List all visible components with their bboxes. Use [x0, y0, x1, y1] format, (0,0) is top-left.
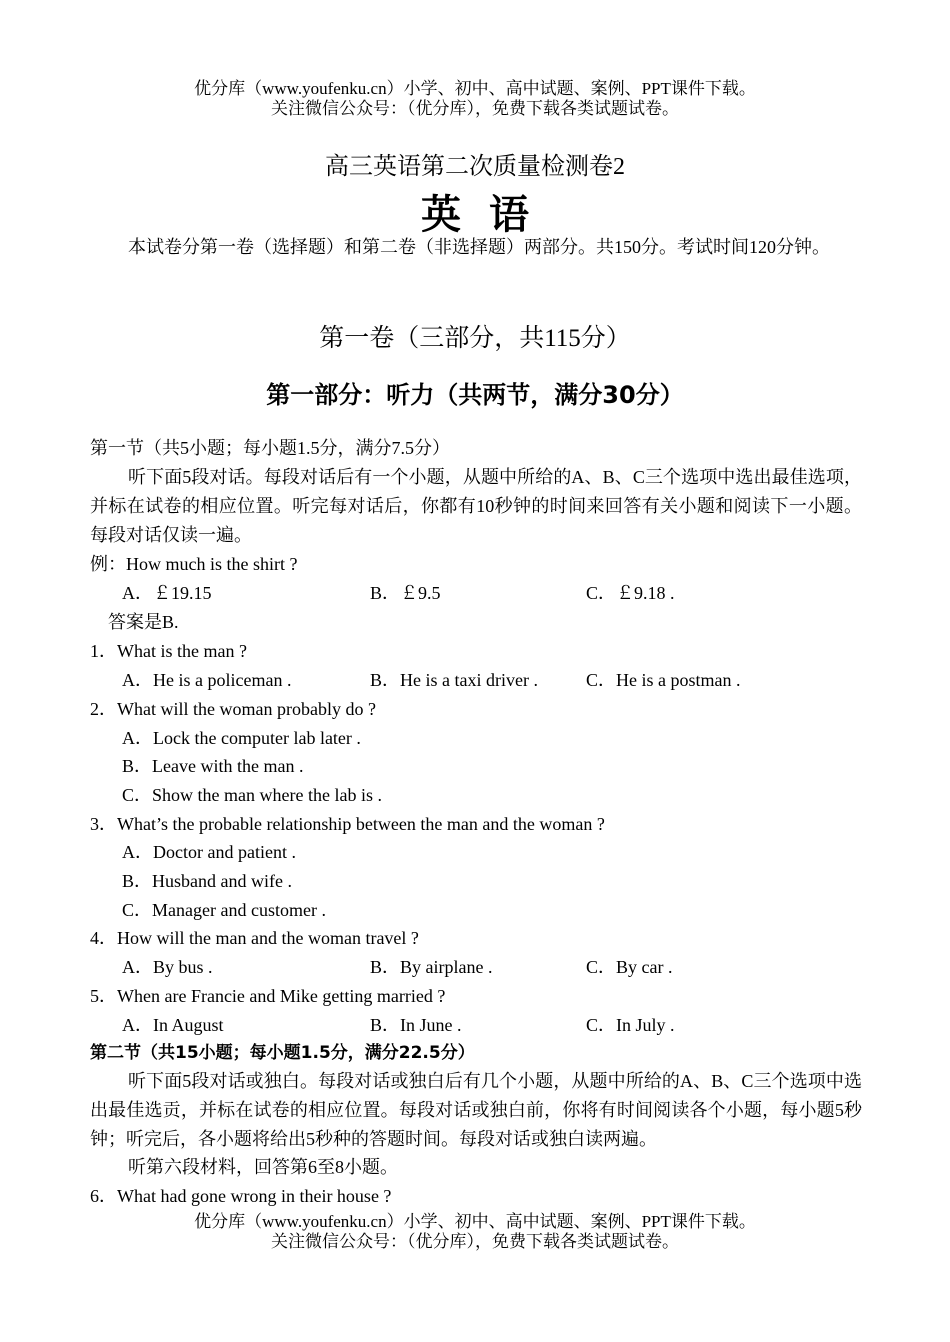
q3-option-b: B．Husband and wife . [122, 871, 292, 891]
example-option-b: B．￡9.5 [370, 583, 441, 603]
section2-material-note: 听第六段材料，回答第6至8小题。 [128, 1157, 398, 1177]
subject-title: 英语 [421, 192, 557, 238]
q5-option-b: B．In June . [370, 1015, 462, 1035]
q4-stem: 4．How will the man and the woman travel ? [90, 928, 419, 948]
q3-option-c: C．Manager and customer . [122, 900, 326, 920]
q5-stem: 5．When are Francie and Mike getting married ? [90, 986, 446, 1006]
q5-option-a: A．In August [122, 1015, 224, 1035]
exam-title: 高三英语第二次质量检测卷2 [325, 154, 625, 180]
example-option-c: C．￡9.18 . [586, 583, 675, 603]
part1-heading: 第一部分：听力（共两节，满分30分） [266, 381, 684, 409]
header-line-1: 优分库（www.youfenku.cn）小学、初中、高中试题、案例、PPT课件下载。 [194, 79, 756, 98]
section2-instructions: 听下面5段对话或独白。每段对话或独白后有几个小题，从题中所给的A、B、C三个选项中选出最佳选贡，并标在试卷的相应位置。每段对话或独白前，你将有时间阅读各个小题，每小题5秒钟；听完后，各小题将给出5秒种的答题时间。每段对话或独白读两遍。 [90, 1071, 862, 1149]
example-question: 例：How much is the shirt ? [90, 554, 298, 574]
q3-option-a: A．Doctor and patient . [122, 842, 296, 862]
section1-instructions: 听下面5段对话。每段对话后有一个小题，从题中所给的A、B、C三个选项中选出最佳选项，并标在试卷的相应位置。听完每对话后，你都有10秒钟的时间来回答有关小题和阅读下一小题。每段对话仅读一遍。 [90, 467, 862, 545]
footer-line-1: 优分库（www.youfenku.cn）小学、初中、高中试题、案例、PPT课件下载。 [194, 1212, 756, 1231]
q1-stem: 1．What is the man ? [90, 641, 247, 661]
q4-option-c: C．By car . [586, 957, 673, 977]
footer-line-2: 关注微信公众号：（优分库），免费下载各类试题试卷。 [271, 1232, 679, 1251]
q2-stem: 2．What will the woman probably do ? [90, 699, 376, 719]
example-option-a: A．￡19.15 [122, 583, 212, 603]
volume1-heading: 第一卷（三部分，共115分） [319, 325, 631, 352]
example-answer: 答案是B. [108, 612, 179, 632]
q5-option-c: C．In July . [586, 1015, 675, 1035]
q2-option-b: B．Leave with the man . [122, 756, 304, 776]
section2-heading: 第二节（共15小题；每小题1.5分，满分22.5分） [90, 1043, 475, 1063]
header-line-2: 关注微信公众号：（优分库），免费下载各类试题试卷。 [271, 99, 679, 118]
q3-stem: 3．What’s the probable relationship between the man and the woman ? [90, 814, 605, 834]
q2-option-c: C．Show the man where the lab is . [122, 785, 382, 805]
section1-heading: 第一节（共5小题；每小题1.5分，满分7.5分） [90, 438, 450, 458]
q2-option-a: A．Lock the computer lab later . [122, 728, 361, 748]
q4-option-a: A．By bus . [122, 957, 213, 977]
q1-option-c: C．He is a postman . [586, 670, 741, 690]
intro-paragraph: 本试卷分第一卷（选择题）和第二卷（非选择题）两部分。共150分。考试时间120分钟。 [128, 237, 830, 257]
q1-option-a: A．He is a policeman . [122, 670, 292, 690]
q6-stem: 6．What had gone wrong in their house ? [90, 1186, 392, 1206]
q4-option-b: B．By airplane . [370, 957, 493, 977]
q1-option-b: B．He is a taxi driver . [370, 670, 538, 690]
